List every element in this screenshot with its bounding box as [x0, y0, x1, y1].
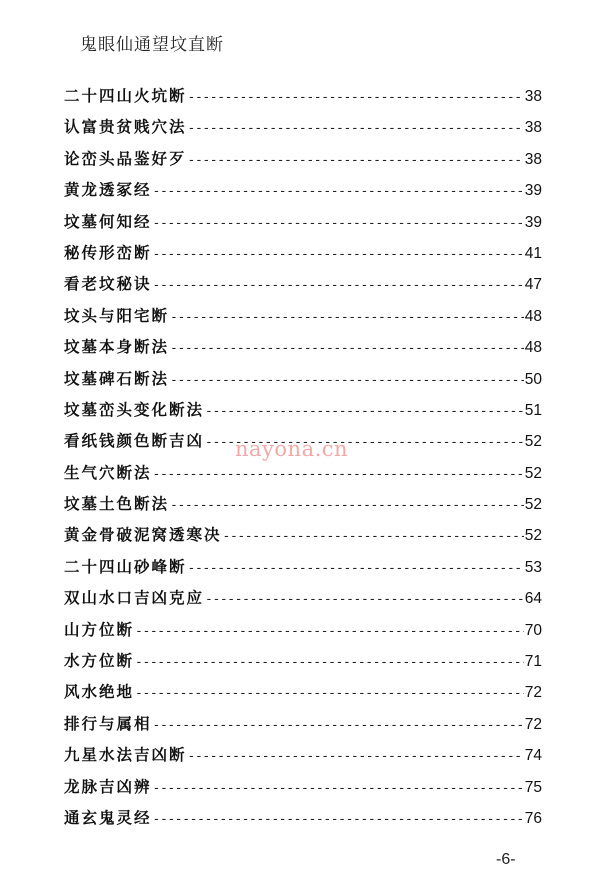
toc-dot-leader [135, 686, 524, 701]
toc-dot-leader [188, 90, 524, 105]
toc-entry-title: 排行与属相 [64, 713, 152, 733]
toc-entry-title: 二十四山火坑断 [64, 86, 187, 105]
toc-entry-title: 黄金骨破泥窝透寒决 [64, 525, 222, 545]
toc-entry-title: 双山水口吉凶克应 [64, 588, 205, 608]
toc-entry-page: 38 [524, 119, 542, 137]
toc-entry [64, 84, 542, 115]
toc-entry [64, 241, 542, 272]
toc-entry-page: 52 [524, 527, 542, 545]
toc-dot-leader [135, 655, 524, 670]
toc-dot-leader [170, 498, 524, 513]
toc-entry-title: 坟墓何知经 [64, 211, 152, 231]
toc-entry-page: 52 [524, 464, 542, 482]
book-title: 鬼眼仙通望坟直断 [80, 35, 224, 55]
toc-entry-page: 41 [524, 244, 542, 262]
toc-entry-page: 70 [524, 621, 542, 639]
toc-entry-page: 75 [524, 778, 542, 796]
toc-dot-leader [153, 184, 524, 199]
toc-entry [64, 367, 542, 398]
toc-dot-leader [170, 373, 524, 388]
toc-entry [64, 178, 542, 209]
toc-entry-page: 47 [524, 276, 542, 294]
toc-entry-page: 71 [524, 653, 542, 671]
toc-dot-leader [153, 216, 524, 231]
toc-entry-page: 51 [524, 401, 542, 419]
toc-dot-leader [188, 561, 524, 576]
toc-entry [64, 272, 542, 303]
toc-dot-leader [153, 812, 524, 827]
toc-dot-leader [135, 624, 524, 639]
toc-entry-title: 论峦头品鉴好歹 [64, 148, 187, 168]
toc-entry-page: 38 [524, 150, 542, 168]
toc-entry [64, 806, 542, 837]
toc-entry-page: 48 [524, 307, 542, 325]
toc-entry-page: 72 [524, 684, 542, 702]
toc-entry [64, 680, 542, 711]
toc-dot-leader [153, 278, 524, 293]
toc-entry-title: 生气穴断法 [64, 462, 152, 482]
toc-entry-page: 38 [524, 88, 542, 105]
toc-entry [64, 712, 542, 743]
toc-entry [64, 555, 542, 586]
toc-entry-page: 52 [524, 433, 542, 451]
toc-dot-leader [153, 781, 524, 796]
toc-entry-page: 39 [524, 182, 542, 200]
toc-entry-page: 53 [524, 558, 542, 576]
toc-dot-leader [223, 529, 524, 544]
toc-entry-title: 坟墓碑石断法 [64, 368, 170, 388]
toc-entry-title: 二十四山砂峰断 [64, 556, 187, 576]
toc-entry [64, 210, 542, 241]
toc-entry-title: 山方位断 [64, 619, 135, 639]
toc-dot-leader [153, 247, 524, 262]
toc-entry-page: 74 [524, 747, 542, 765]
toc-dot-leader [153, 718, 524, 733]
toc-entry [64, 147, 542, 178]
toc-entry-title: 坟墓土色断法 [64, 494, 170, 514]
toc-entry [64, 586, 542, 617]
toc-entry-page: 39 [524, 213, 542, 231]
toc-entry [64, 775, 542, 806]
toc-entry-title: 九星水法吉凶断 [64, 745, 187, 765]
toc-entry-title: 坟头与阳宅断 [64, 305, 170, 325]
toc-entry-title: 认富贵贫贱穴法 [64, 117, 187, 137]
watermark: nayona.cn [235, 437, 349, 461]
toc-entry [64, 115, 542, 146]
toc-entry-title: 通玄鬼灵经 [64, 807, 152, 827]
toc-entry-title: 水方位断 [64, 651, 135, 671]
toc-entry [64, 649, 542, 680]
toc-entry-page: 50 [524, 370, 542, 388]
toc-entry-title: 秘传形峦断 [64, 242, 152, 262]
toc-entry-page: 52 [524, 496, 542, 514]
toc-dot-leader [170, 341, 524, 356]
toc-entry-page: 64 [524, 590, 542, 608]
toc-entry-page: 76 [524, 809, 542, 827]
toc-dot-leader [153, 467, 524, 482]
toc-entry-title: 坟墓本身断法 [64, 337, 170, 357]
toc-entry-title: 龙脉吉凶辨 [64, 776, 152, 796]
toc-entry [64, 492, 542, 523]
toc-entry-title: 看老坟秘诀 [64, 274, 152, 294]
toc-dot-leader [188, 153, 524, 168]
toc-entry-title: 看纸钱颜色断吉凶 [64, 431, 205, 451]
toc-dot-leader [205, 592, 524, 607]
toc-entry-page: 48 [524, 339, 542, 357]
toc-dot-leader [170, 310, 524, 325]
toc-entry [64, 335, 542, 366]
toc-dot-leader [188, 749, 524, 764]
toc-entry [64, 523, 542, 554]
toc-entry [64, 398, 542, 429]
toc-entry-page: 72 [524, 715, 542, 733]
toc-entry-title: 风水绝地 [64, 682, 135, 702]
toc-dot-leader [188, 121, 524, 136]
toc-dot-leader [205, 404, 524, 419]
toc-entry [64, 461, 542, 492]
toc-entry-title: 坟墓峦头变化断法 [64, 399, 205, 419]
toc-entry [64, 618, 542, 649]
toc-entry [64, 304, 542, 335]
toc-entry-title: 黄龙透冢经 [64, 180, 152, 200]
page-number: -6- [496, 851, 516, 868]
toc-entry [64, 743, 542, 774]
